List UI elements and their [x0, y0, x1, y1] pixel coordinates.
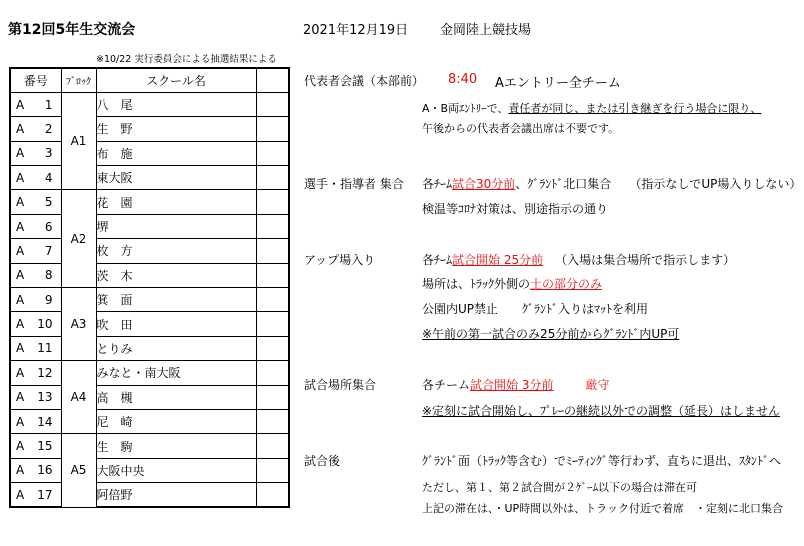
- row-letter: A: [16, 170, 25, 185]
- row-number-cell: [10, 117, 61, 141]
- assembly-line: [422, 175, 801, 192]
- empty-cell: [256, 239, 289, 263]
- table-row: [10, 458, 289, 482]
- after-label: 試合後: [304, 454, 341, 468]
- warmup-place: 土の部分のみ: [530, 277, 603, 291]
- table-row: [10, 483, 289, 507]
- empty-cell: [256, 141, 289, 165]
- row-number-cell: [10, 434, 61, 458]
- row-number: 11: [37, 341, 53, 356]
- row-number: 9: [44, 292, 53, 307]
- empty-cell: [256, 263, 289, 287]
- row-number: 1: [44, 97, 53, 112]
- meeting-note-line: [422, 100, 761, 116]
- school-name: 生 野: [96, 117, 256, 141]
- school-name: 東大阪: [96, 166, 256, 190]
- warmup-place-prefix: 場所は、ﾄﾗｯｸ外側の: [422, 277, 531, 291]
- venue-assembly-strict: 厳守: [585, 378, 610, 392]
- row-number: 4: [44, 170, 53, 185]
- row-number-cell: [10, 141, 61, 165]
- row-number-cell: [10, 166, 61, 190]
- table-row: [10, 214, 289, 238]
- assembly-prefix: 各ﾁｰﾑ: [422, 177, 453, 191]
- block-cell: A4: [61, 361, 96, 434]
- venue-assembly-label: 試合場所集合: [304, 378, 377, 392]
- empty-cell: [256, 434, 289, 458]
- school-name: 箕 面: [96, 288, 256, 312]
- empty-cell: [256, 117, 289, 141]
- row-letter: A: [16, 341, 25, 356]
- empty-cell: [256, 190, 289, 214]
- warmup-prefix: 各ﾁｰﾑ: [422, 253, 453, 267]
- meeting-note-line3: 午後からの代表者会議出席は不要です。: [422, 122, 620, 135]
- warmup-line: [422, 251, 735, 268]
- meeting-note-underlined: 責任者が同じ、または引き継ぎを行う場合に限り、: [508, 102, 762, 115]
- schedule-table: [9, 67, 290, 508]
- row-number: 16: [37, 463, 53, 478]
- table-row: [10, 288, 289, 312]
- table-header-row: [10, 68, 289, 92]
- table-row: [10, 361, 289, 385]
- row-letter: A: [16, 414, 25, 429]
- row-letter: A: [16, 243, 25, 258]
- row-letter: A: [16, 487, 25, 502]
- row-letter: A: [16, 97, 25, 112]
- row-letter: A: [16, 439, 25, 454]
- meeting-label: 代表者会議（本部前）: [304, 74, 425, 88]
- table-row: [10, 312, 289, 336]
- table-row: [10, 409, 289, 433]
- column-header: [256, 68, 289, 92]
- event-venue: 金岡陸上競技場: [440, 23, 532, 38]
- table-row: [10, 336, 289, 360]
- meeting-note-prefix: A・B両ｴﾝﾄﾘｰで、: [422, 102, 509, 115]
- after-line2: ただし、第１、第２試合間が２ｹﾞｰﾑ以下の場合は滞在可: [422, 481, 697, 494]
- warmup-line4: ※午前の第一試合のみ25分前からｸﾞﾗﾝﾄﾞ内UP可: [422, 327, 680, 341]
- warmup-line3: 公園内UP禁止 ｸﾞﾗﾝﾄﾞ入りはﾏｯﾄを利用: [422, 302, 649, 316]
- empty-cell: [256, 336, 289, 360]
- row-number: 15: [37, 439, 53, 454]
- empty-cell: [256, 288, 289, 312]
- venue-assembly-prefix: 各チーム: [422, 378, 471, 392]
- meeting-time: 8:40: [448, 72, 478, 87]
- school-name: 尼 崎: [96, 409, 256, 433]
- assembly-time: 試合30分前: [452, 177, 516, 191]
- venue-assembly-time: 試合開始 3分前: [470, 378, 554, 392]
- school-name: 吹 田: [96, 312, 256, 336]
- school-name: 阿倍野: [96, 483, 256, 507]
- table-row: [10, 434, 289, 458]
- meeting-target: Aエントリー全チーム: [495, 76, 621, 91]
- warmup-line2: [422, 275, 602, 292]
- warmup-time: 試合開始 25分前: [452, 253, 544, 267]
- empty-cell: [256, 312, 289, 336]
- school-name: とりみ: [96, 336, 256, 360]
- school-name: 枚 方: [96, 239, 256, 263]
- row-letter: A: [16, 268, 25, 283]
- school-name: 八 尾: [96, 92, 256, 116]
- empty-cell: [256, 166, 289, 190]
- row-number: 2: [44, 121, 53, 136]
- row-number: 12: [37, 365, 53, 380]
- column-header: 番号: [10, 68, 61, 92]
- block-cell: A2: [61, 190, 96, 288]
- school-name: 花 園: [96, 190, 256, 214]
- empty-cell: [256, 361, 289, 385]
- table-row: [10, 239, 289, 263]
- lottery-note: ※10/22 実行委員会による抽選結果による: [96, 54, 277, 65]
- assembly-line2: 検温等ｺﾛﾅ対策は、別途指示の通り: [422, 202, 609, 216]
- page-title: 第12回5年生交流会: [8, 22, 136, 38]
- assembly-label: 選手・指導者 集合: [304, 177, 404, 191]
- table-row: [10, 190, 289, 214]
- table-row: [10, 166, 289, 190]
- row-letter: A: [16, 146, 25, 161]
- assembly-note: （指示なしでUP場入りしない）: [629, 177, 802, 191]
- row-number-cell: [10, 312, 61, 336]
- row-letter: A: [16, 195, 25, 210]
- table-row: [10, 141, 289, 165]
- row-letter: A: [16, 292, 25, 307]
- school-name: みなと・南大阪: [96, 361, 256, 385]
- school-name: 茨 木: [96, 263, 256, 287]
- block-cell: A1: [61, 92, 96, 190]
- row-number: 17: [37, 487, 53, 502]
- row-number-cell: [10, 190, 61, 214]
- row-number-cell: [10, 483, 61, 507]
- row-number-cell: [10, 458, 61, 482]
- row-letter: A: [16, 121, 25, 136]
- row-number: 8: [44, 268, 53, 283]
- row-number: 3: [44, 146, 53, 161]
- row-letter: A: [16, 390, 25, 405]
- empty-cell: [256, 458, 289, 482]
- row-letter: A: [16, 365, 25, 380]
- row-number: 10: [37, 317, 53, 332]
- empty-cell: [256, 214, 289, 238]
- after-line3: 上記の滞在は、・UP時間以外は、トラック付近で着席 ・定刻に北口集合: [422, 502, 783, 515]
- row-number-cell: [10, 239, 61, 263]
- row-number: 5: [44, 195, 53, 210]
- row-number-cell: [10, 214, 61, 238]
- row-number-cell: [10, 92, 61, 116]
- row-number-cell: [10, 288, 61, 312]
- row-number-cell: [10, 263, 61, 287]
- row-number-cell: [10, 409, 61, 433]
- empty-cell: [256, 92, 289, 116]
- after-line1: ｸﾞﾗﾝﾄﾞ面（ﾄﾗｯｸ等含む）でﾐｰﾃｨﾝｸﾞ等行わず、直ちに退出、ｽﾀﾝﾄﾞへ: [422, 454, 782, 468]
- assembly-place: 、ｸﾞﾗﾝﾄﾞ北口集合: [515, 177, 612, 191]
- school-name: 布 施: [96, 141, 256, 165]
- column-header: ﾌﾞﾛｯｸ: [61, 68, 96, 92]
- school-name: 大阪中央: [96, 458, 256, 482]
- warmup-label: アップ場入り: [304, 253, 376, 267]
- block-cell: A3: [61, 288, 96, 361]
- table-row: [10, 92, 289, 116]
- table-row: [10, 117, 289, 141]
- warmup-note: （入場は集合場所で指示します）: [555, 253, 736, 267]
- row-number-cell: [10, 336, 61, 360]
- empty-cell: [256, 385, 289, 409]
- column-header: スクール名: [96, 68, 256, 92]
- school-name: 堺: [96, 214, 256, 238]
- event-date: 2021年12月19日: [303, 23, 409, 38]
- empty-cell: [256, 409, 289, 433]
- row-number-cell: [10, 385, 61, 409]
- school-name: 生 駒: [96, 434, 256, 458]
- table-row: [10, 263, 289, 287]
- venue-assembly-line2: ※定刻に試合開始し、ﾌﾟﾚｰの継続以外での調整（延長）はしません: [422, 404, 781, 418]
- school-name: 高 槻: [96, 385, 256, 409]
- row-number: 6: [44, 219, 53, 234]
- row-number-cell: [10, 361, 61, 385]
- row-number: 13: [37, 390, 53, 405]
- venue-assembly-line: [422, 376, 609, 393]
- row-letter: A: [16, 219, 25, 234]
- row-letter: A: [16, 317, 25, 332]
- empty-cell: [256, 483, 289, 507]
- row-number: 7: [44, 243, 53, 258]
- table-row: [10, 385, 289, 409]
- row-letter: A: [16, 463, 25, 478]
- row-number: 14: [37, 414, 53, 429]
- block-cell: A5: [61, 434, 96, 507]
